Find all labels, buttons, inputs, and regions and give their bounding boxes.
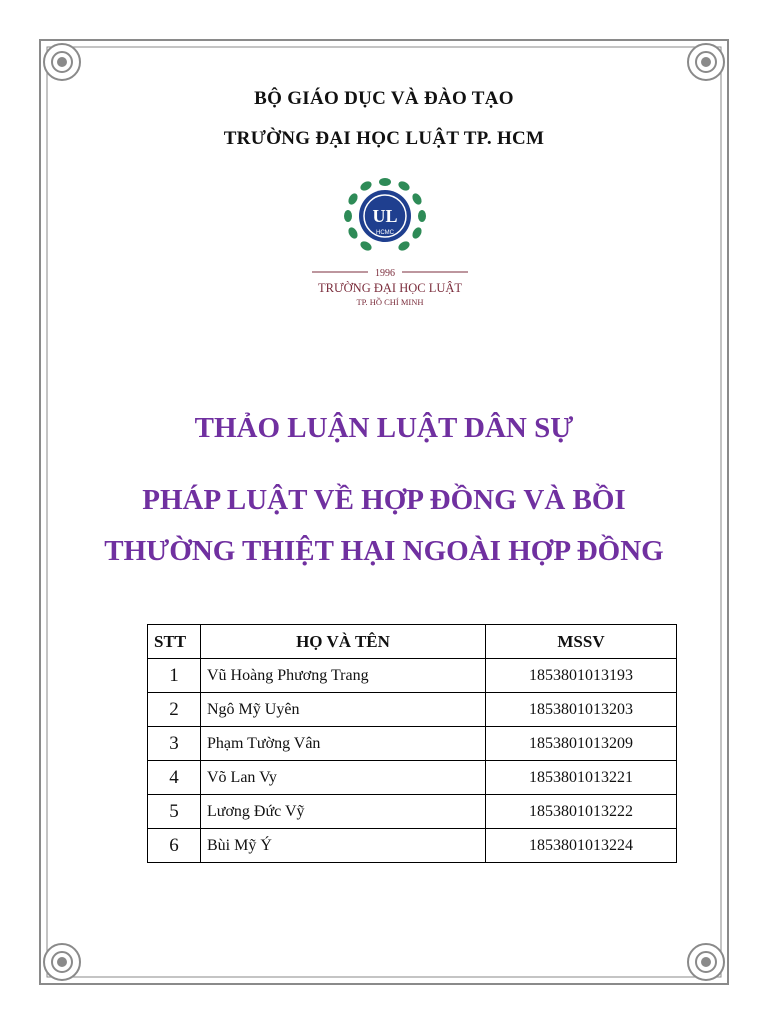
row-stt: 2 [148, 693, 201, 727]
corner-ornament-bottom-right [688, 944, 724, 980]
row-stt: 5 [148, 795, 201, 829]
table-row [148, 761, 677, 795]
row-name: Bùi Mỹ Ý [201, 829, 486, 863]
row-stt: 6 [148, 829, 201, 863]
ministry-heading: BỘ GIÁO DỤC VÀ ĐÀO TẠO [254, 88, 514, 109]
row-stt: 3 [148, 727, 201, 761]
table-row [148, 727, 677, 761]
university-heading: TRƯỜNG ĐẠI HỌC LUẬT TP. HCM [223, 128, 545, 149]
logo-city: TP. HỒ CHÍ MINH [356, 297, 424, 307]
row-mssv: 1853801013209 [486, 727, 677, 761]
table-header-row [148, 625, 677, 659]
row-name: Lương Đức Vỹ [201, 795, 486, 829]
logo-monogram: UL [372, 206, 398, 226]
document-subtitle: PHÁP LUẬT VỀ HỢP ĐỒNG VÀ BỒI THƯỜNG THIỆT HẠI NGOÀI HỢP ĐỒNG [104, 484, 664, 567]
row-mssv: 1853801013221 [486, 761, 677, 795]
row-mssv: 1853801013193 [486, 659, 677, 693]
table-row [148, 829, 677, 863]
row-name: Phạm Tường Vân [201, 727, 486, 761]
logo-city-badge: HCMC [376, 230, 394, 236]
university-logo [304, 166, 476, 326]
row-name: Ngô Mỹ Uyên [201, 693, 486, 727]
table-row [148, 693, 677, 727]
row-stt: 1 [148, 659, 201, 693]
corner-ornament-top-left [44, 44, 80, 80]
table-row [148, 659, 677, 693]
row-name: Võ Lan Vy [201, 761, 486, 795]
logo-name: TRƯỜNG ĐẠI HỌC LUẬT [317, 281, 463, 295]
row-stt: 4 [148, 761, 201, 795]
document-title: THẢO LUẬN LUẬT DÂN SỰ [194, 412, 574, 444]
row-name: Vũ Hoàng Phương Trang [201, 659, 486, 693]
corner-ornament-top-right [688, 44, 724, 80]
row-mssv: 1853801013203 [486, 693, 677, 727]
logo-year: 1996 [375, 268, 395, 279]
table-row [148, 795, 677, 829]
header-stt: STT [148, 625, 201, 659]
row-mssv: 1853801013224 [486, 829, 677, 863]
header-name: HỌ VÀ TÊN [201, 625, 486, 659]
header-mssv: MSSV [486, 625, 677, 659]
row-mssv: 1853801013222 [486, 795, 677, 829]
corner-ornament-bottom-left [44, 944, 80, 980]
members-table [147, 624, 677, 863]
